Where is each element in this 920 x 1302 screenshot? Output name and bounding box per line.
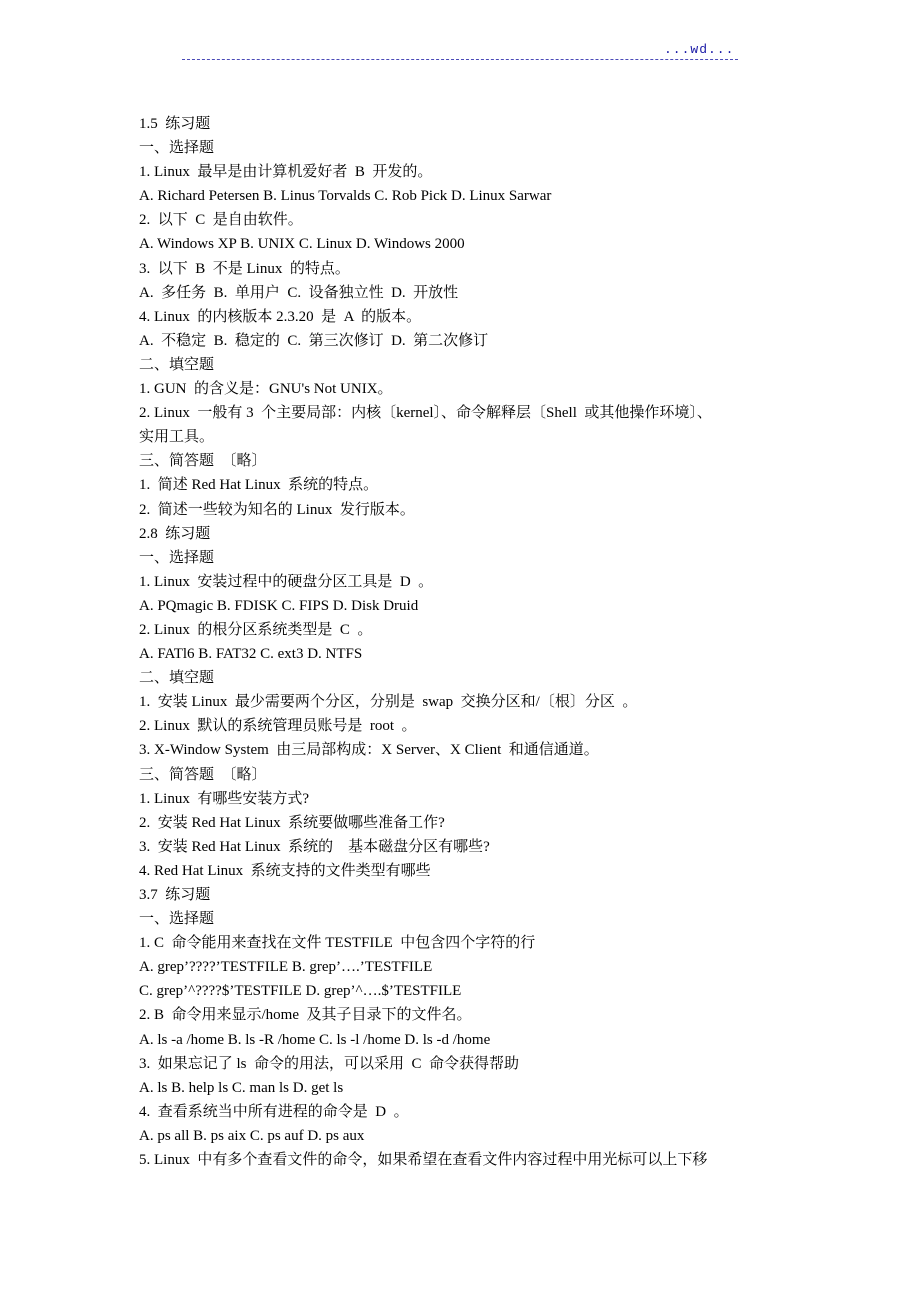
- text-line: 4. Red Hat Linux 系统支持的文件类型有哪些: [139, 862, 431, 879]
- header-watermark: ...wd...: [664, 42, 735, 57]
- text-line: 实用工具。: [139, 429, 215, 446]
- text-line: 1. 简述 Red Hat Linux 系统的特点。: [139, 477, 379, 494]
- text-line: 4. Linux 的内核版本 2.3.20 是 A 的版本。: [139, 308, 422, 325]
- text-line: 3. 安装 Red Hat Linux 系统的 基本磁盘分区有哪些?: [139, 838, 490, 855]
- header-divider: [182, 59, 738, 60]
- text-line: A. 不稳定 B. 稳定的 C. 第三次修订 D. 第二次修订: [139, 332, 489, 349]
- text-line: A. ls B. help ls C. man ls D. get ls: [139, 1079, 344, 1096]
- text-line: 3. 如果忘记了 ls 命令的用法，可以采用 C 命令获得帮助: [139, 1055, 520, 1072]
- text-line: 1. C 命令能用来查找在文件 TESTFILE 中包含四个字符的行: [139, 935, 536, 952]
- text-line: 2. 安装 Red Hat Linux 系统要做哪些准备工作?: [139, 814, 445, 831]
- text-line: 2. 简述一些较为知名的 Linux 发行版本。: [139, 501, 415, 518]
- text-line: A. ps all B. ps aix C. ps auf D. ps aux: [139, 1127, 365, 1144]
- text-line: A. Windows XP B. UNIX C. Linux D. Windows 2000: [139, 236, 465, 253]
- text-line: A. 多任务 B. 单用户 C. 设备独立性 D. 开放性: [139, 284, 459, 301]
- text-line: 5. Linux 中有多个查看文件的命令，如果希望在查看文件内容过程中用光标可以上下移: [139, 1152, 708, 1169]
- text-line: 三、简答题 〔略〕: [139, 766, 267, 783]
- text-line: 4. 查看系统当中所有进程的命令是 D 。: [139, 1103, 409, 1120]
- text-line: 3. X-Window System 由三局部构成：X Server、X Client 和通信通道。: [139, 742, 599, 759]
- text-line: 二、填空题: [139, 670, 215, 687]
- text-line: A. Richard Petersen B. Linus Torvalds C. Rob Pick D. Linux Sarwar: [139, 188, 552, 205]
- text-line: A. ls -a /home B. ls -R /home C. ls -l /home D. ls -d /home: [139, 1031, 491, 1048]
- document-body: [139, 112, 779, 1172]
- text-line: 2. B 命令用来显示/home 及其子目录下的文件名。: [139, 1007, 472, 1024]
- text-line: 3. 以下 B 不是 Linux 的特点。: [139, 260, 350, 277]
- text-line: 1. 安装 Linux 最少需要两个分区，分别是 swap 交换分区和/〔根〕分区 。: [139, 694, 638, 711]
- text-line: C. grep’^????$’TESTFILE D. grep’^….$’TESTFILE: [139, 983, 462, 1000]
- text-line: 2. Linux 的根分区系统类型是 C 。: [139, 621, 373, 638]
- text-line: 一、选择题: [139, 549, 215, 566]
- text-line: 2.8 练习题: [139, 525, 211, 542]
- text-line: A. PQmagic B. FDISK C. FIPS D. Disk Druid: [139, 597, 419, 614]
- text-line: A. FATl6 B. FAT32 C. ext3 D. NTFS: [139, 646, 363, 663]
- text-line: 2. Linux 默认的系统管理员账号是 root 。: [139, 718, 417, 735]
- text-line: 一、选择题: [139, 140, 215, 157]
- text-line: 3.7 练习题: [139, 887, 211, 903]
- text-line: 三、简答题 〔略〕: [139, 453, 267, 470]
- text-line: 1.5 练习题: [139, 116, 211, 132]
- text-line: 2. 以下 C 是自由软件。: [139, 212, 303, 229]
- text-line: 二、填空题: [139, 356, 215, 373]
- text-line: 1. Linux 安装过程中的硬盘分区工具是 D 。: [139, 573, 434, 590]
- text-line: 2. Linux 一般有 3 个主要局部：内核〔kernel〕、命令解释层〔Shell 或其他操作环境〕、: [139, 405, 712, 422]
- text-line: 1. GUN 的含义是：GNU's Not UNIX。: [139, 381, 393, 398]
- text-line: 1. Linux 最早是由计算机爱好者 B 开发的。: [139, 164, 433, 181]
- text-line: 一、选择题: [139, 911, 215, 928]
- text-line: A. grep’????’TESTFILE B. grep’….’TESTFILE: [139, 959, 433, 976]
- text-line: 1. Linux 有哪些安装方式?: [139, 790, 309, 807]
